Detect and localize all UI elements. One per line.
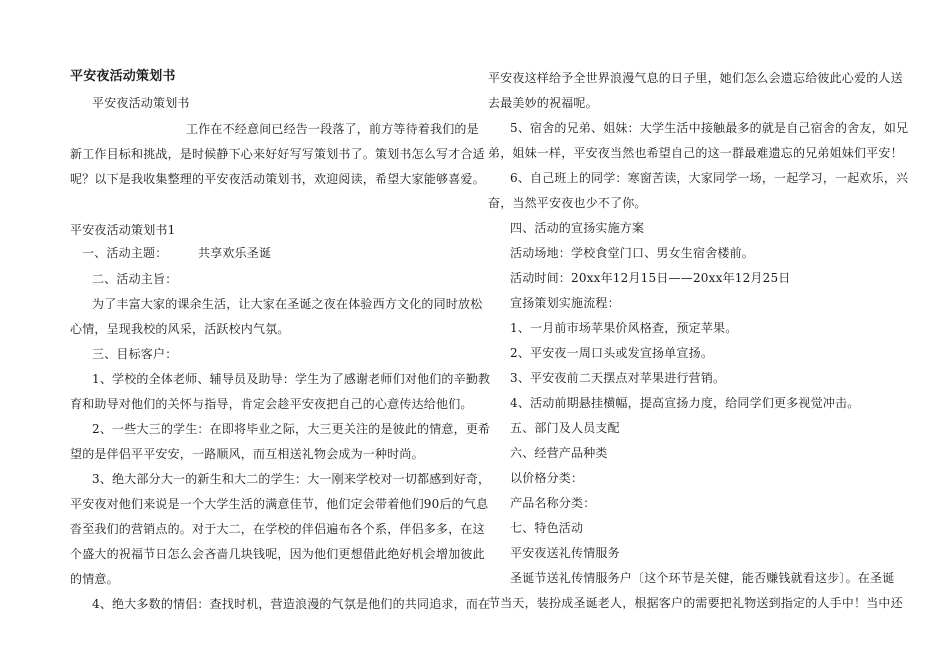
paragraph-line: 4、活动前期悬挂横幅，提高宣扬力度，给同学们更多视觉冲击。 — [510, 396, 860, 410]
document-title: 平安夜活动策划书 — [70, 69, 176, 84]
paragraph-line: 一、活动主题： 共享欢乐圣诞 — [82, 246, 272, 260]
paragraph-line: 2、一些大三的学生：在即将毕业之际，大三更关注的是彼此的情意，更希 — [92, 422, 491, 436]
paragraph-line: 活动时间：20xx年12月15日——20xx年12月25日 — [510, 271, 791, 285]
paragraph-line: 三、目标客户： — [92, 347, 178, 361]
paragraph-line: 平安夜送礼传情服务 — [510, 546, 620, 560]
paragraph-line: 望的是伴侣平平安安，一路顺风，而互相送礼物会成为一种时尚。 — [70, 447, 424, 461]
paragraph-line: 5、宿舍的兄弟、姐妹：大学生活中接触最多的就是自己宿舍的舍友，如兄 — [510, 121, 909, 135]
paragraph-line: 1、学校的全体老师、辅导员及助导：学生为了感谢老师们对他们的辛勤教 — [92, 372, 491, 386]
paragraph-line: 奋，当然平安夜也少不了你。 — [488, 196, 647, 210]
paragraph-line: 去最美妙的祝福呢。 — [488, 96, 598, 110]
section-heading: 五、部门及人员支配 — [510, 421, 620, 435]
paragraph-line: 弟，姐妹一样，平安夜当然也希望自己的这一群最难遗忘的兄弟姐妹们平安！ — [488, 146, 903, 160]
section-heading: 平安夜活动策划书 — [92, 96, 190, 110]
paragraph-line: 的情意。 — [70, 572, 119, 586]
paragraph-line: 产品名称分类： — [510, 496, 596, 510]
section-heading: 六、经营产品种类 — [510, 446, 608, 460]
paragraph-line: 平安夜这样给予全世界浪漫气息的日子里，她们怎么会遗忘给彼此心爱的人送 — [488, 71, 903, 85]
paragraph-line: 个盛大的祝福节日怎么会吝啬几块钱呢，因为他们更想借此绝好机会增加彼此 — [70, 547, 485, 561]
paragraph-line: 3、绝大部分大一的新生和大二的学生：大一刚来学校对一切都感到好奇， — [92, 472, 491, 486]
paragraph-line: 工作在不经意间已经告一段落了，前方等待着我们的是 — [186, 122, 479, 136]
paragraph-line: 圣诞节送礼传情服务户〔这个环节是关健，能否赚钱就看这步〕。在圣诞 — [510, 571, 895, 585]
paragraph-line: 3、平安夜前二天摆点对苹果进行营销。 — [510, 371, 726, 385]
paragraph-line: 以价格分类： — [510, 471, 584, 485]
paragraph-line: 育和助导对他们的关怀与指导，肯定会趁平安夜把自己的心意传达给他们。 — [70, 397, 473, 411]
section-heading: 七、特色活动 — [510, 521, 584, 535]
paragraph-line: 节当天，装扮成圣诞老人，根据客户的需要把礼物送到指定的人手中！当中还 — [488, 596, 903, 610]
paragraph-line: 2、平安夜一周口头或发宣扬单宣扬。 — [510, 346, 714, 360]
paragraph-line: 活动场地：学校食堂门口、男女生宿舍楼前。 — [510, 246, 755, 260]
paragraph-line: 为了丰富大家的课余生活，让大家在圣诞之夜在体验西方文化的同时放松 — [92, 297, 483, 311]
paragraph-line: 二、活动主旨： — [92, 272, 178, 286]
section-heading: 四、活动的宣扬实施方案 — [510, 221, 645, 235]
paragraph-line: 新工作目标和挑战，是时候静下心来好好写写策划书了。策划书怎么写才合适 — [70, 147, 485, 161]
paragraph-line: 心情，呈现我校的风采，活跃校内气氛。 — [70, 322, 290, 336]
paragraph-line: 沓至我们的营销点的。对于大二，在学校的伴侣遍布各个系，伴侣多多，在这 — [70, 522, 485, 536]
paragraph-line: 平安夜对他们来说是一个大学生活的满意佳节，他们定会带着他们90后的气息 — [70, 497, 489, 511]
paragraph-line: 宣扬策划实施流程： — [510, 296, 620, 310]
paragraph-line: 1、一月前市场苹果价风格查，预定苹果。 — [510, 321, 738, 335]
section-heading: 平安夜活动策划书1 — [70, 223, 176, 237]
paragraph-line: 呢？以下是我收集整理的平安夜活动策划书，欢迎阅读，希望大家能够喜爱。 — [70, 172, 485, 186]
paragraph-line: 6、自己班上的同学：寒窗苦读，大家同学一场，一起学习，一起欢乐，兴 — [510, 171, 909, 185]
paragraph-line: 4、绝大多数的情侣：查找时机，营造浪漫的气氛是他们的共同追求，而在 — [92, 597, 491, 611]
